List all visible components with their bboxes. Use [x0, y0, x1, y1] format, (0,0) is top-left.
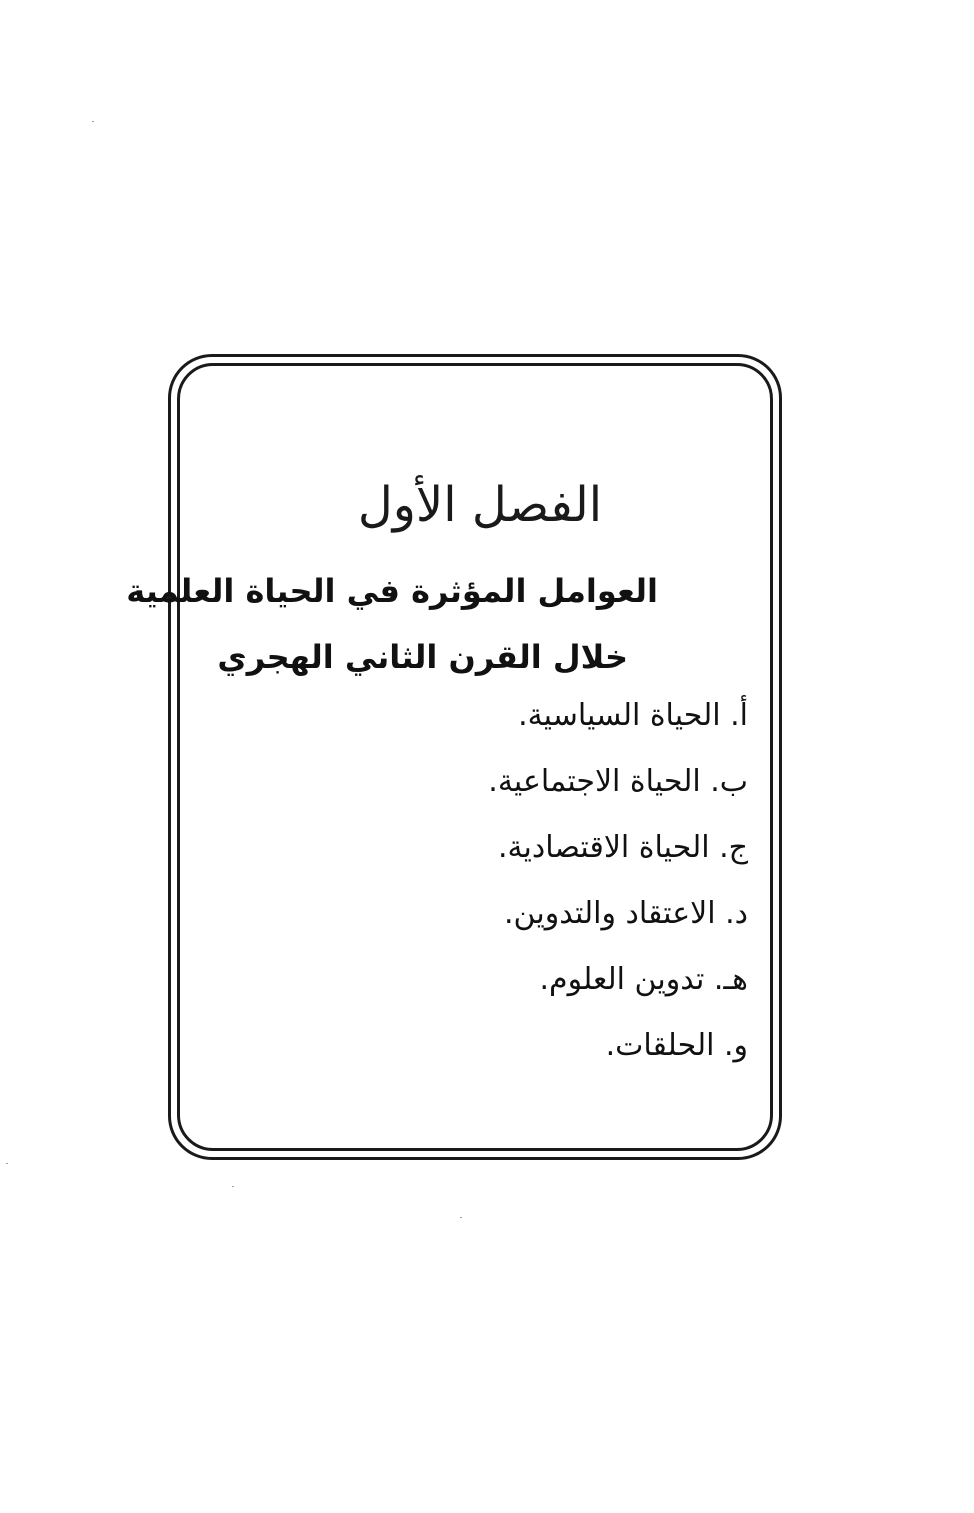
topic-item-social-life: ب. الحياة الاجتماعية.: [488, 764, 748, 799]
scan-speck: [92, 121, 94, 122]
chapter-heading: الفصل الأول: [357, 477, 603, 533]
scan-speck: [6, 1163, 8, 1164]
scan-speck: [232, 1186, 234, 1187]
topic-item-study-circles: و. الحلقات.: [605, 1028, 748, 1063]
chapter-title-line-2: خلال القرن الثاني الهجري: [217, 638, 628, 676]
topic-item-codification-of-sciences: هـ. تدوين العلوم.: [539, 962, 748, 997]
chapter-title-line-1: العوامل المؤثرة في الحياة العلمية: [126, 572, 658, 610]
topic-item-economic-life: ج. الحياة الاقتصادية.: [497, 830, 748, 865]
topic-item-belief-and-codification: د. الاعتقاد والتدوين.: [503, 896, 748, 931]
topic-item-political-life: أ. الحياة السياسية.: [518, 698, 748, 733]
topic-list: [488, 690, 748, 1086]
scan-speck: [460, 1217, 462, 1218]
